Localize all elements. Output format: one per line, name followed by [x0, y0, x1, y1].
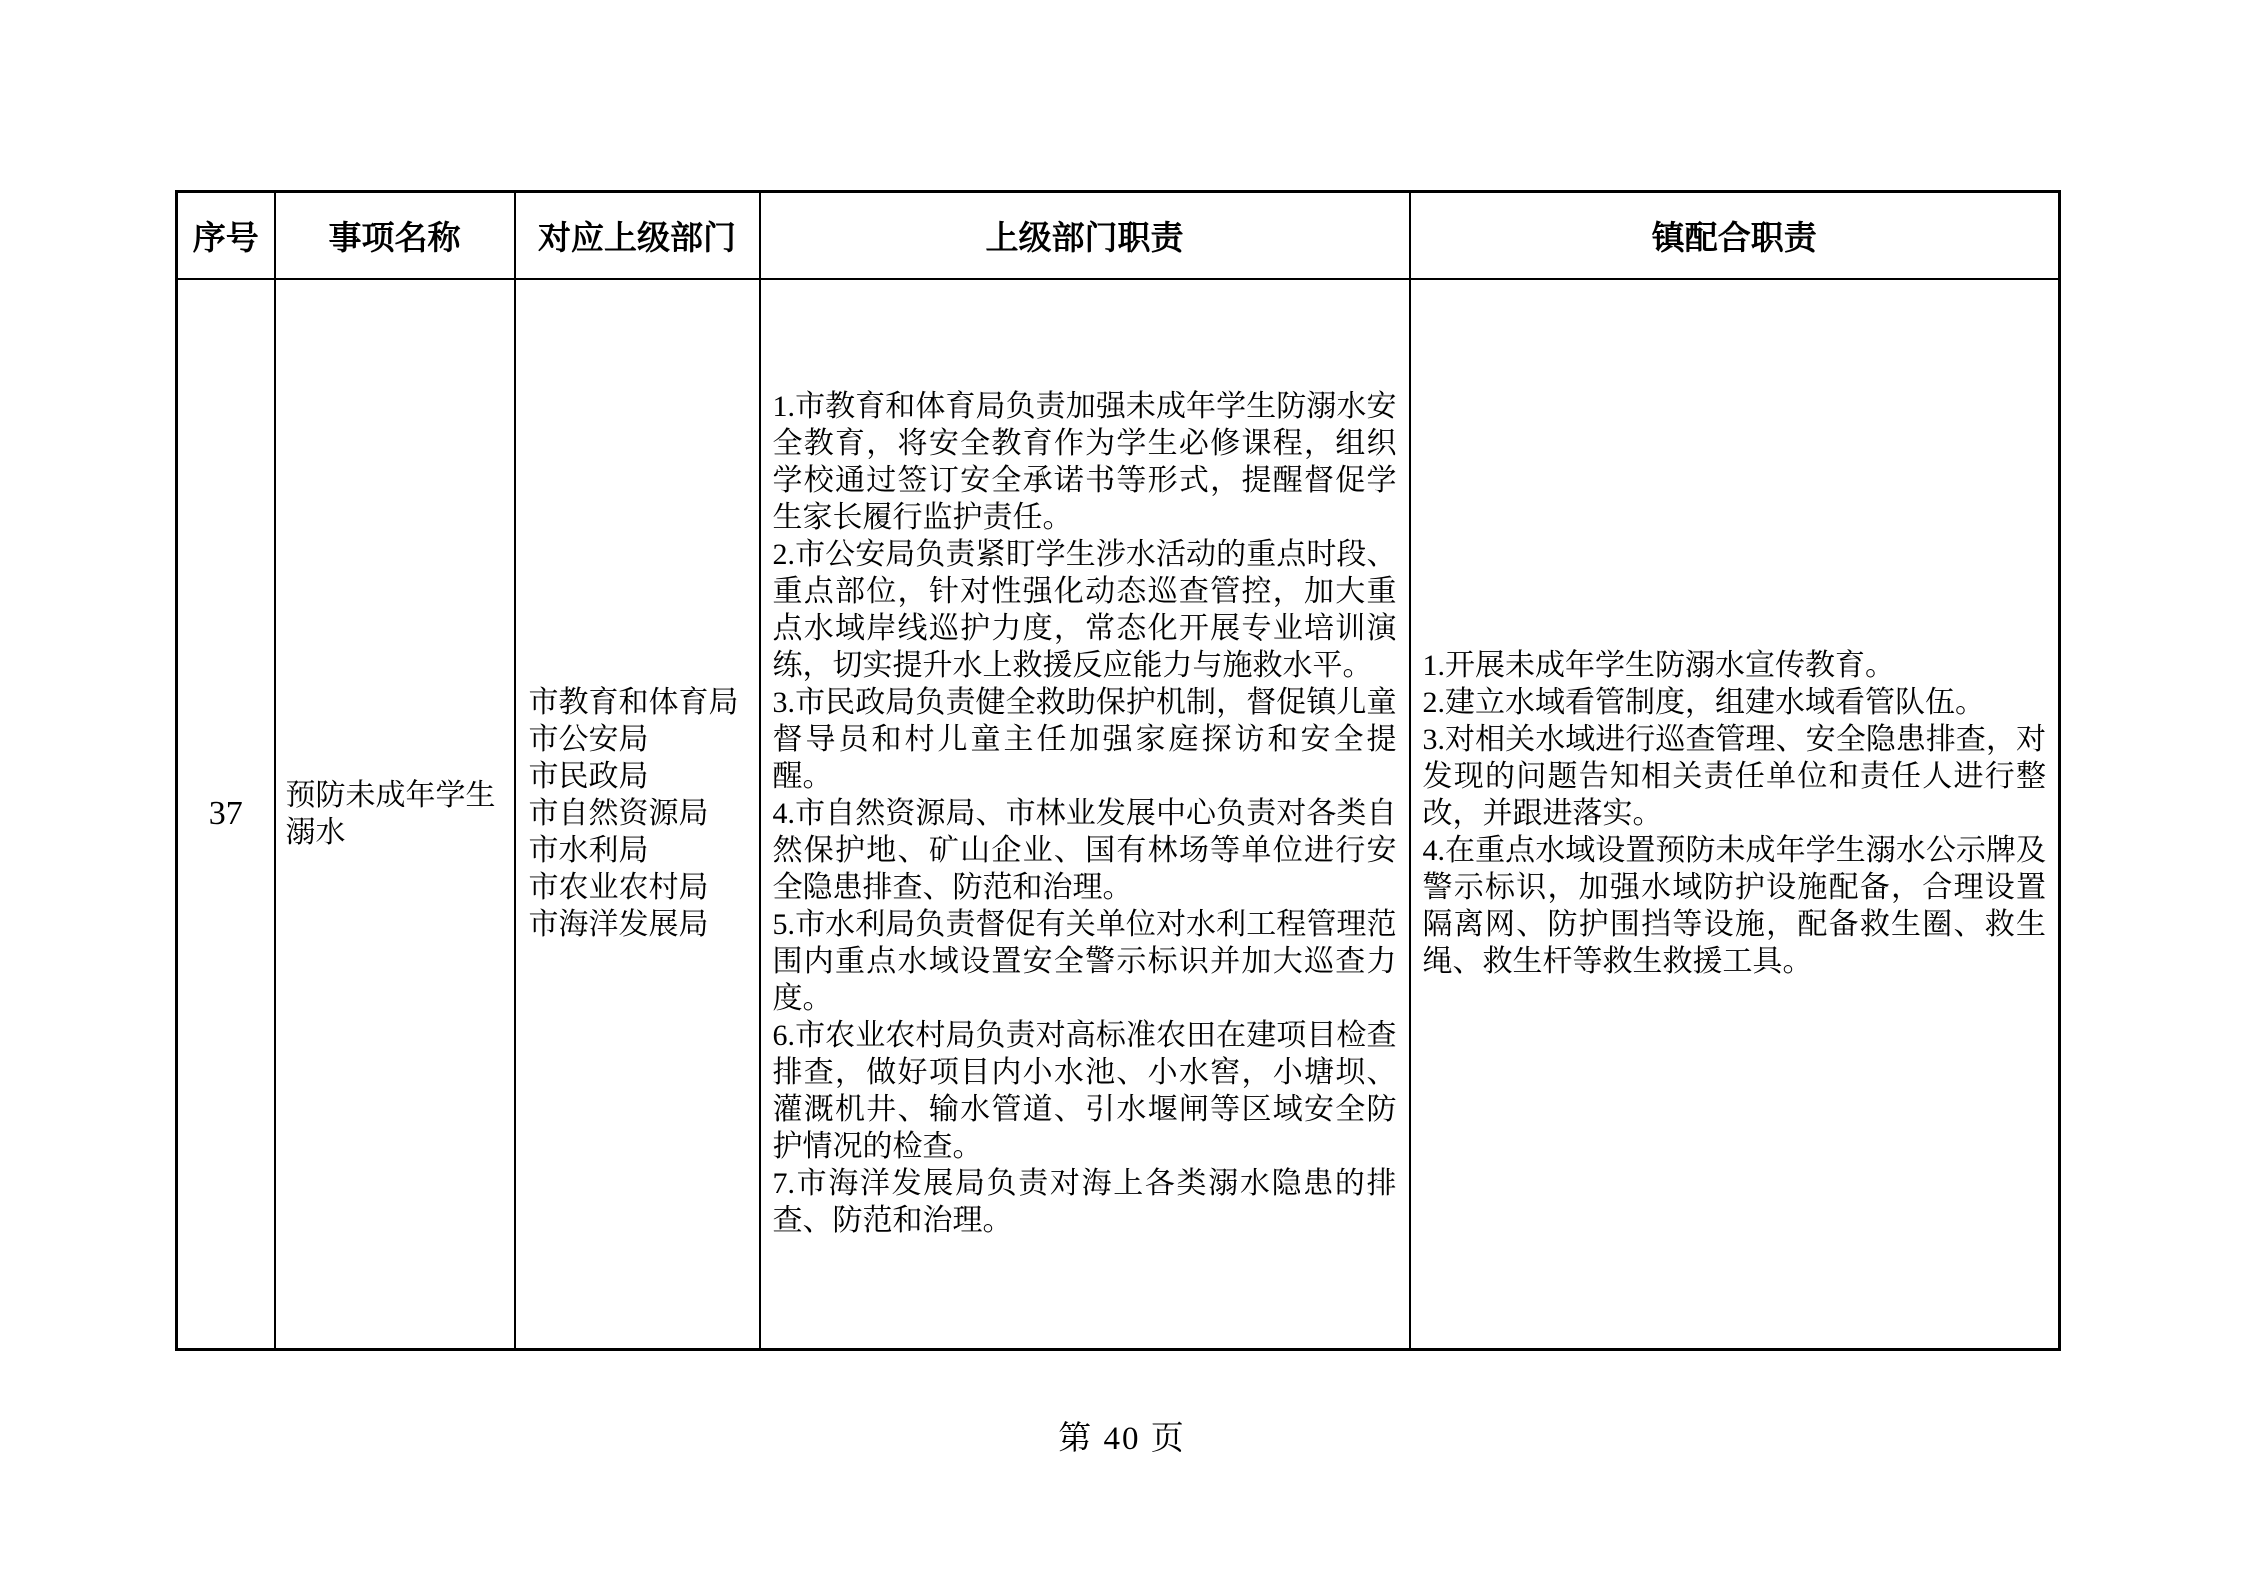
superior-duty-item: 3.市民政局负责健全救助保护机制，督促镇儿童督导员和村儿童主任加强家庭探访和安全提醒。: [772, 686, 1397, 794]
department-item: 市农业农村局: [528, 871, 709, 905]
superior-duty-item: 6.市农业农村局负责对高标准农田在建项目检查排查，做好项目内小水池、小水窖，小塘坝、灌溉机井、输水管道、引水堰闸等区域安全防护情况的检查。: [772, 1019, 1397, 1164]
cell-superior-duties: [760, 279, 1410, 1350]
cell-town-duties: [1410, 279, 2060, 1350]
header-superior-duties: 上级部门职责: [760, 192, 1410, 279]
header-item-name: 事项名称: [275, 192, 515, 279]
superior-duty-item: 5.市水利局负责督促有关单位对水利工程管理范围内重点水域设置安全警示标识并加大巡查力度。: [772, 908, 1397, 1016]
superior-duty-item: 4.市自然资源局、市林业发展中心负责对各类自然保护地、矿山企业、国有林场等单位进行安全隐患排查、防范和治理。: [772, 797, 1397, 905]
department-item: 市公安局: [528, 723, 649, 757]
header-row: [177, 192, 2060, 279]
page-number: 第 40 页: [1058, 1421, 1186, 1457]
department-item: 市海洋发展局: [528, 908, 709, 942]
town-duty-item: 2.建立水域看管制度，组建水域看管队伍。: [1422, 686, 1985, 720]
department-item: 市自然资源局: [528, 797, 709, 831]
cell-departments: [515, 279, 760, 1350]
department-item: 市水利局: [528, 834, 649, 868]
header-superior-department: 对应上级部门: [515, 192, 760, 279]
cell-item-name: [275, 279, 515, 1350]
superior-duty-item: 1.市教育和体育局负责加强未成年学生防溺水安全教育，将安全教育作为学生必修课程，组织学校通过签订安全承诺书等形式，提醒督促学生家长履行监护责任。: [772, 390, 1397, 535]
header-index: 序号: [177, 192, 275, 279]
department-item: 市教育和体育局: [528, 686, 739, 720]
item-name-text: 预防未成年学生溺水: [285, 778, 496, 849]
table-row: [177, 279, 2060, 1350]
department-item: 市民政局: [528, 760, 649, 794]
superior-duty-item: 2.市公安局负责紧盯学生涉水活动的重点时段、重点部位，针对性强化动态巡查管控，加大重点水域岸线巡护力度，常态化开展专业培训演练，切实提升水上救援反应能力与施救水平。: [772, 538, 1397, 683]
cell-row-index: 37: [177, 279, 275, 1350]
responsibility-table: [175, 190, 2061, 1351]
town-duty-item: 1.开展未成年学生防溺水宣传教育。: [1422, 649, 1895, 683]
town-duty-item: 4.在重点水域设置预防未成年学生溺水公示牌及警示标识，加强水域防护设施配备，合理设置隔离网、防护围挡等设施，配备救生圈、救生绳、救生杆等救生救援工具。: [1422, 834, 2046, 979]
header-town-duties: 镇配合职责: [1410, 192, 2060, 279]
superior-duty-item: 7.市海洋发展局负责对海上各类溺水隐患的排查、防范和治理。: [772, 1167, 1397, 1238]
town-duty-item: 3.对相关水域进行巡查管理、安全隐患排查，对发现的问题告知相关责任单位和责任人进行整改，并跟进落实。: [1422, 723, 2046, 831]
